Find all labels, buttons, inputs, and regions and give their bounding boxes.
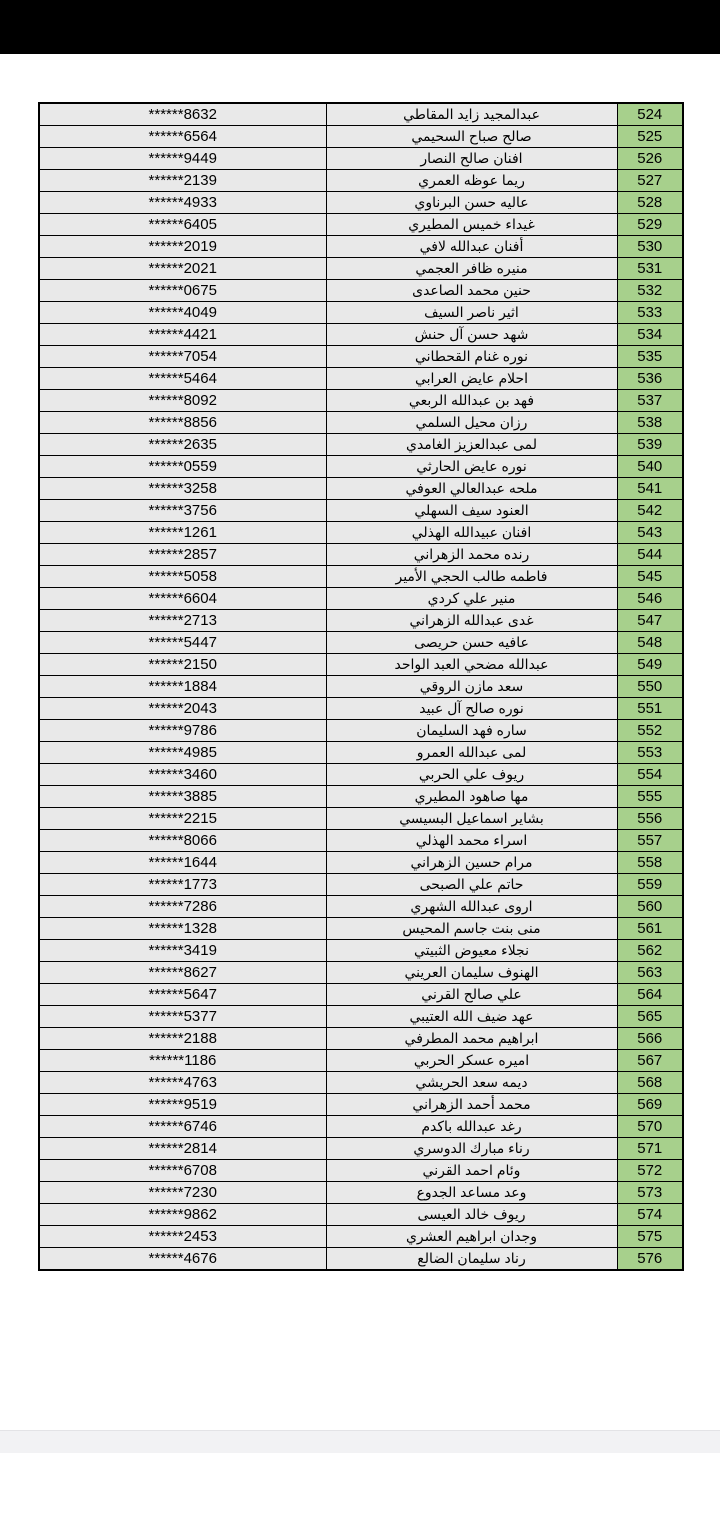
serial-number-cell: 558 (617, 852, 683, 874)
name-cell: حنين محمد الصاعدى (326, 280, 617, 302)
serial-number-cell: 540 (617, 456, 683, 478)
masked-id-cell: ******8856 (39, 412, 326, 434)
table-row (39, 214, 683, 236)
table-row (39, 544, 683, 566)
bottom-strip (0, 1430, 720, 1453)
name-cell: افنان عبيدالله الهذلي (326, 522, 617, 544)
name-cell: مها صاهود المطيري (326, 786, 617, 808)
masked-id-cell: ******7054 (39, 346, 326, 368)
table-row (39, 500, 683, 522)
name-cell: نوره غنام القحطاني (326, 346, 617, 368)
table-row (39, 786, 683, 808)
serial-number-cell: 566 (617, 1028, 683, 1050)
name-cell: رناء مبارك الدوسري (326, 1138, 617, 1160)
name-cell: الهنوف سليمان العريني (326, 962, 617, 984)
name-cell: صالح صباح السحيمي (326, 126, 617, 148)
masked-id-cell: ******6564 (39, 126, 326, 148)
document-page (38, 102, 682, 1271)
name-cell: عافيه حسن حريصى (326, 632, 617, 654)
masked-id-cell: ******1186 (39, 1050, 326, 1072)
masked-id-cell: ******3756 (39, 500, 326, 522)
table-row (39, 1116, 683, 1138)
masked-id-cell: ******4933 (39, 192, 326, 214)
serial-number-cell: 572 (617, 1160, 683, 1182)
name-cell: وجدان ابراهيم العشري (326, 1226, 617, 1248)
name-cell: محمد أحمد الزهراني (326, 1094, 617, 1116)
table-row (39, 1248, 683, 1271)
table-row (39, 368, 683, 390)
table-row (39, 170, 683, 192)
table-row (39, 1050, 683, 1072)
serial-number-cell: 568 (617, 1072, 683, 1094)
serial-number-cell: 535 (617, 346, 683, 368)
serial-number-cell: 528 (617, 192, 683, 214)
masked-id-cell: ******2188 (39, 1028, 326, 1050)
table-row (39, 720, 683, 742)
table-row (39, 1182, 683, 1204)
masked-id-cell: ******5647 (39, 984, 326, 1006)
masked-id-cell: ******3258 (39, 478, 326, 500)
masked-id-cell: ******3460 (39, 764, 326, 786)
serial-number-cell: 553 (617, 742, 683, 764)
table-row (39, 632, 683, 654)
serial-number-cell: 532 (617, 280, 683, 302)
table-row (39, 522, 683, 544)
name-cell: شهد حسن آل حنش (326, 324, 617, 346)
serial-number-cell: 573 (617, 1182, 683, 1204)
table-row (39, 852, 683, 874)
name-cell: اسراء محمد الهذلي (326, 830, 617, 852)
serial-number-cell: 526 (617, 148, 683, 170)
table-row (39, 588, 683, 610)
name-cell: عهد ضيف الله العتيبي (326, 1006, 617, 1028)
serial-number-cell: 539 (617, 434, 683, 456)
name-cell: منير علي كردي (326, 588, 617, 610)
serial-number-cell: 534 (617, 324, 683, 346)
masked-id-cell: ******5464 (39, 368, 326, 390)
masked-id-cell: ******6746 (39, 1116, 326, 1138)
name-cell: رغد عبدالله باكدم (326, 1116, 617, 1138)
table-row (39, 434, 683, 456)
serial-number-cell: 545 (617, 566, 683, 588)
table-row (39, 830, 683, 852)
name-cell: ابراهيم محمد المطرفي (326, 1028, 617, 1050)
name-cell: ريوف علي الحربي (326, 764, 617, 786)
name-cell: عبدالمجيد زايد المقاطي (326, 103, 617, 126)
serial-number-cell: 533 (617, 302, 683, 324)
status-bar (0, 0, 720, 54)
masked-id-cell: ******5058 (39, 566, 326, 588)
masked-id-cell: ******8627 (39, 962, 326, 984)
masked-id-cell: ******7286 (39, 896, 326, 918)
table-row (39, 918, 683, 940)
serial-number-cell: 544 (617, 544, 683, 566)
masked-id-cell: ******8632 (39, 103, 326, 126)
masked-id-cell: ******2019 (39, 236, 326, 258)
masked-id-cell: ******4676 (39, 1248, 326, 1271)
name-cell: رناد سليمان الضالع (326, 1248, 617, 1271)
table-row (39, 258, 683, 280)
name-cell: وعد مساعد الجدوع (326, 1182, 617, 1204)
serial-number-cell: 559 (617, 874, 683, 896)
name-cell: اميره عسكر الحربي (326, 1050, 617, 1072)
name-cell: لمى عبدالعزيز الغامدي (326, 434, 617, 456)
serial-number-cell: 576 (617, 1248, 683, 1271)
table-row (39, 302, 683, 324)
serial-number-cell: 543 (617, 522, 683, 544)
table-row (39, 610, 683, 632)
table-row (39, 654, 683, 676)
table-row (39, 390, 683, 412)
table-row (39, 1028, 683, 1050)
name-cell: رنده محمد الزهراني (326, 544, 617, 566)
name-cell: أفنان عبدالله لافي (326, 236, 617, 258)
masked-id-cell: ******6405 (39, 214, 326, 236)
table-row (39, 984, 683, 1006)
serial-number-cell: 563 (617, 962, 683, 984)
masked-id-cell: ******2021 (39, 258, 326, 280)
table-row (39, 676, 683, 698)
name-cell: رزان محيل السلمي (326, 412, 617, 434)
masked-id-cell: ******2814 (39, 1138, 326, 1160)
masked-id-cell: ******2453 (39, 1226, 326, 1248)
serial-number-cell: 569 (617, 1094, 683, 1116)
name-cell: عاليه حسن البرناوي (326, 192, 617, 214)
name-cell: بشاير اسماعيل البسيسي (326, 808, 617, 830)
name-cell: ساره فهد السليمان (326, 720, 617, 742)
masked-id-cell: ******2713 (39, 610, 326, 632)
masked-id-cell: ******1644 (39, 852, 326, 874)
masked-id-cell: ******7230 (39, 1182, 326, 1204)
serial-number-cell: 552 (617, 720, 683, 742)
serial-number-cell: 562 (617, 940, 683, 962)
table-row (39, 896, 683, 918)
name-cell: ملحه عبدالعالي العوفي (326, 478, 617, 500)
masked-id-cell: ******6604 (39, 588, 326, 610)
table-row (39, 1138, 683, 1160)
serial-number-cell: 555 (617, 786, 683, 808)
table-row (39, 940, 683, 962)
masked-id-cell: ******3885 (39, 786, 326, 808)
table-row (39, 808, 683, 830)
masked-id-cell: ******9449 (39, 148, 326, 170)
name-cell: غيداء خميس المطيري (326, 214, 617, 236)
masked-id-cell: ******2139 (39, 170, 326, 192)
masked-id-cell: ******0675 (39, 280, 326, 302)
table-row (39, 764, 683, 786)
table-row (39, 280, 683, 302)
masked-id-cell: ******9862 (39, 1204, 326, 1226)
serial-number-cell: 570 (617, 1116, 683, 1138)
masked-id-cell: ******5447 (39, 632, 326, 654)
serial-number-cell: 574 (617, 1204, 683, 1226)
masked-id-cell: ******1884 (39, 676, 326, 698)
name-cell: لمى عبدالله العمرو (326, 742, 617, 764)
serial-number-cell: 554 (617, 764, 683, 786)
serial-number-cell: 527 (617, 170, 683, 192)
table-row (39, 456, 683, 478)
masked-id-cell: ******8092 (39, 390, 326, 412)
masked-id-cell: ******2635 (39, 434, 326, 456)
masked-id-cell: ******4763 (39, 1072, 326, 1094)
serial-number-cell: 565 (617, 1006, 683, 1028)
name-cell: وئام احمد القرني (326, 1160, 617, 1182)
masked-id-cell: ******1773 (39, 874, 326, 896)
name-cell: حاتم علي الصبحى (326, 874, 617, 896)
serial-number-cell: 560 (617, 896, 683, 918)
masked-id-cell: ******5377 (39, 1006, 326, 1028)
table-row (39, 1226, 683, 1248)
masked-id-cell: ******1328 (39, 918, 326, 940)
serial-number-cell: 547 (617, 610, 683, 632)
masked-id-cell: ******4985 (39, 742, 326, 764)
masked-id-cell: ******2857 (39, 544, 326, 566)
serial-number-cell: 524 (617, 103, 683, 126)
serial-number-cell: 537 (617, 390, 683, 412)
masked-id-cell: ******2043 (39, 698, 326, 720)
name-cell: نوره صالح آل عبيد (326, 698, 617, 720)
table-row (39, 192, 683, 214)
table-row (39, 412, 683, 434)
name-cell: افنان صالح النصار (326, 148, 617, 170)
name-cell: احلام عايض العرابي (326, 368, 617, 390)
name-cell: منيره ظافر العجمي (326, 258, 617, 280)
serial-number-cell: 549 (617, 654, 683, 676)
name-cell: علي صالح القرني (326, 984, 617, 1006)
table-row (39, 566, 683, 588)
masked-id-cell: ******6708 (39, 1160, 326, 1182)
masked-id-cell: ******2215 (39, 808, 326, 830)
name-cell: نوره عايض الحارثي (326, 456, 617, 478)
table-row (39, 1072, 683, 1094)
name-cell: فاطمه طالب الحجي الأمير (326, 566, 617, 588)
table-row (39, 103, 683, 126)
table-row (39, 236, 683, 258)
serial-number-cell: 571 (617, 1138, 683, 1160)
serial-number-cell: 550 (617, 676, 683, 698)
serial-number-cell: 531 (617, 258, 683, 280)
serial-number-cell: 548 (617, 632, 683, 654)
masked-id-cell: ******4421 (39, 324, 326, 346)
masked-id-cell: ******3419 (39, 940, 326, 962)
serial-number-cell: 575 (617, 1226, 683, 1248)
masked-id-cell: ******9786 (39, 720, 326, 742)
name-cell: ريما عوظه العمري (326, 170, 617, 192)
table-row (39, 1160, 683, 1182)
name-cell: سعد مازن الروقي (326, 676, 617, 698)
name-cell: فهد بن عبدالله الربعي (326, 390, 617, 412)
name-cell: العنود سيف السهلي (326, 500, 617, 522)
table-row (39, 126, 683, 148)
table-row (39, 962, 683, 984)
table-row (39, 698, 683, 720)
table-row (39, 1094, 683, 1116)
table-row (39, 874, 683, 896)
serial-number-cell: 557 (617, 830, 683, 852)
name-cell: غدى عبدالله الزهراني (326, 610, 617, 632)
masked-id-cell: ******1261 (39, 522, 326, 544)
serial-number-cell: 541 (617, 478, 683, 500)
serial-number-cell: 546 (617, 588, 683, 610)
name-cell: منى بنت جاسم المحيس (326, 918, 617, 940)
table-row (39, 478, 683, 500)
name-cell: نجلاء معيوض الثبيتي (326, 940, 617, 962)
serial-number-cell: 561 (617, 918, 683, 940)
table-row (39, 324, 683, 346)
names-table (38, 102, 684, 1271)
masked-id-cell: ******0559 (39, 456, 326, 478)
serial-number-cell: 542 (617, 500, 683, 522)
name-cell: اثير ناصر السيف (326, 302, 617, 324)
table-row (39, 1204, 683, 1226)
name-cell: ديمه سعد الحريشي (326, 1072, 617, 1094)
table-body (39, 103, 683, 1270)
masked-id-cell: ******4049 (39, 302, 326, 324)
name-cell: مرام حسين الزهراني (326, 852, 617, 874)
table-row (39, 346, 683, 368)
serial-number-cell: 551 (617, 698, 683, 720)
name-cell: ريوف خالد العيسى (326, 1204, 617, 1226)
name-cell: عبدالله مضحي العبد الواحد (326, 654, 617, 676)
masked-id-cell: ******2150 (39, 654, 326, 676)
table-row (39, 1006, 683, 1028)
serial-number-cell: 538 (617, 412, 683, 434)
masked-id-cell: ******9519 (39, 1094, 326, 1116)
serial-number-cell: 567 (617, 1050, 683, 1072)
serial-number-cell: 529 (617, 214, 683, 236)
table-row (39, 148, 683, 170)
table-row (39, 742, 683, 764)
serial-number-cell: 556 (617, 808, 683, 830)
name-cell: اروى عبدالله الشهري (326, 896, 617, 918)
serial-number-cell: 530 (617, 236, 683, 258)
serial-number-cell: 536 (617, 368, 683, 390)
serial-number-cell: 564 (617, 984, 683, 1006)
masked-id-cell: ******8066 (39, 830, 326, 852)
serial-number-cell: 525 (617, 126, 683, 148)
